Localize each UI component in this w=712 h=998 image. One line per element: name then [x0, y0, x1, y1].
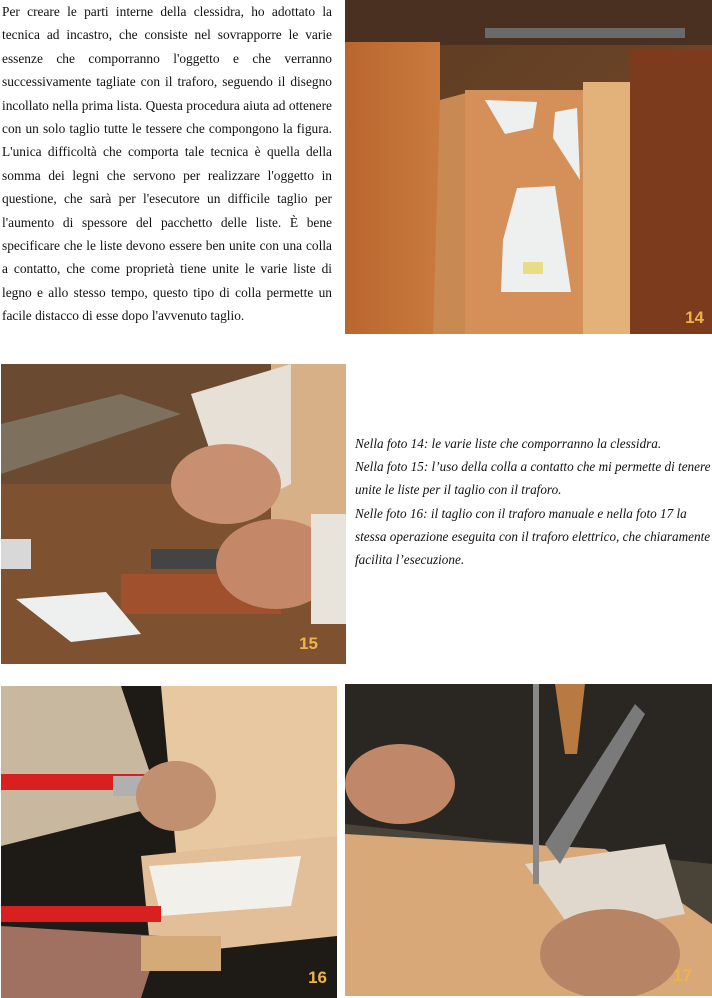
photo-17-image — [345, 684, 712, 996]
photo-number-16: 16 — [308, 968, 327, 987]
photo-17 — [345, 684, 712, 996]
photo-number-15: 15 — [299, 634, 318, 653]
photo-15-image — [1, 364, 346, 664]
intro-paragraph: Per creare le parti interne della clessidra, ho adottato la tecnica ad incastro, che consiste nel sovrapporre le varie essenze che comporranno l'oggetto e che verranno successivamente tagliate con il traforo, seguendo il disegno incollato nella prima lista. Questa procedura aiuta ad ottenere con un solo taglio tutte le tessere che compongono la figura. L'unica difficoltà che comporta tale tecnica è quella della somma dei legni che servono per realizzare l'oggetto in questione, che sarà per l'esecutore un difficile taglio per l'aumento di spessore del pacchetto delle liste. È bene specificare che le liste devono essere ben unite con una colla a contatto, che come proprietà tiene unite le varie liste di legno e allo stesso tempo, questo tipo di colla permette un facile distacco di esse dopo l'avvenuto taglio. — [2, 4, 332, 324]
photo-16-image — [1, 686, 337, 998]
photo-16 — [1, 686, 337, 998]
caption-photo-15: Nella foto 15: l’uso della colla a contatto che mi permette di tenere unite le liste per il taglio con il traforo. — [355, 459, 711, 498]
photo-15 — [1, 364, 346, 664]
caption-photo-14: Nella foto 14: le varie liste che comporranno la clessidra. — [355, 436, 662, 451]
photo-captions — [355, 432, 711, 571]
photo-14 — [345, 0, 712, 334]
photo-number-17: 17 — [673, 966, 692, 985]
caption-photo-16-17: Nelle foto 16: il taglio con il traforo manuale e nella foto 17 la stessa operazione eseguita con il traforo elettrico, che chiaramente facilita l’esecuzione. — [355, 505, 711, 568]
photo-number-14: 14 — [685, 308, 704, 327]
photo-14-image — [345, 0, 712, 334]
